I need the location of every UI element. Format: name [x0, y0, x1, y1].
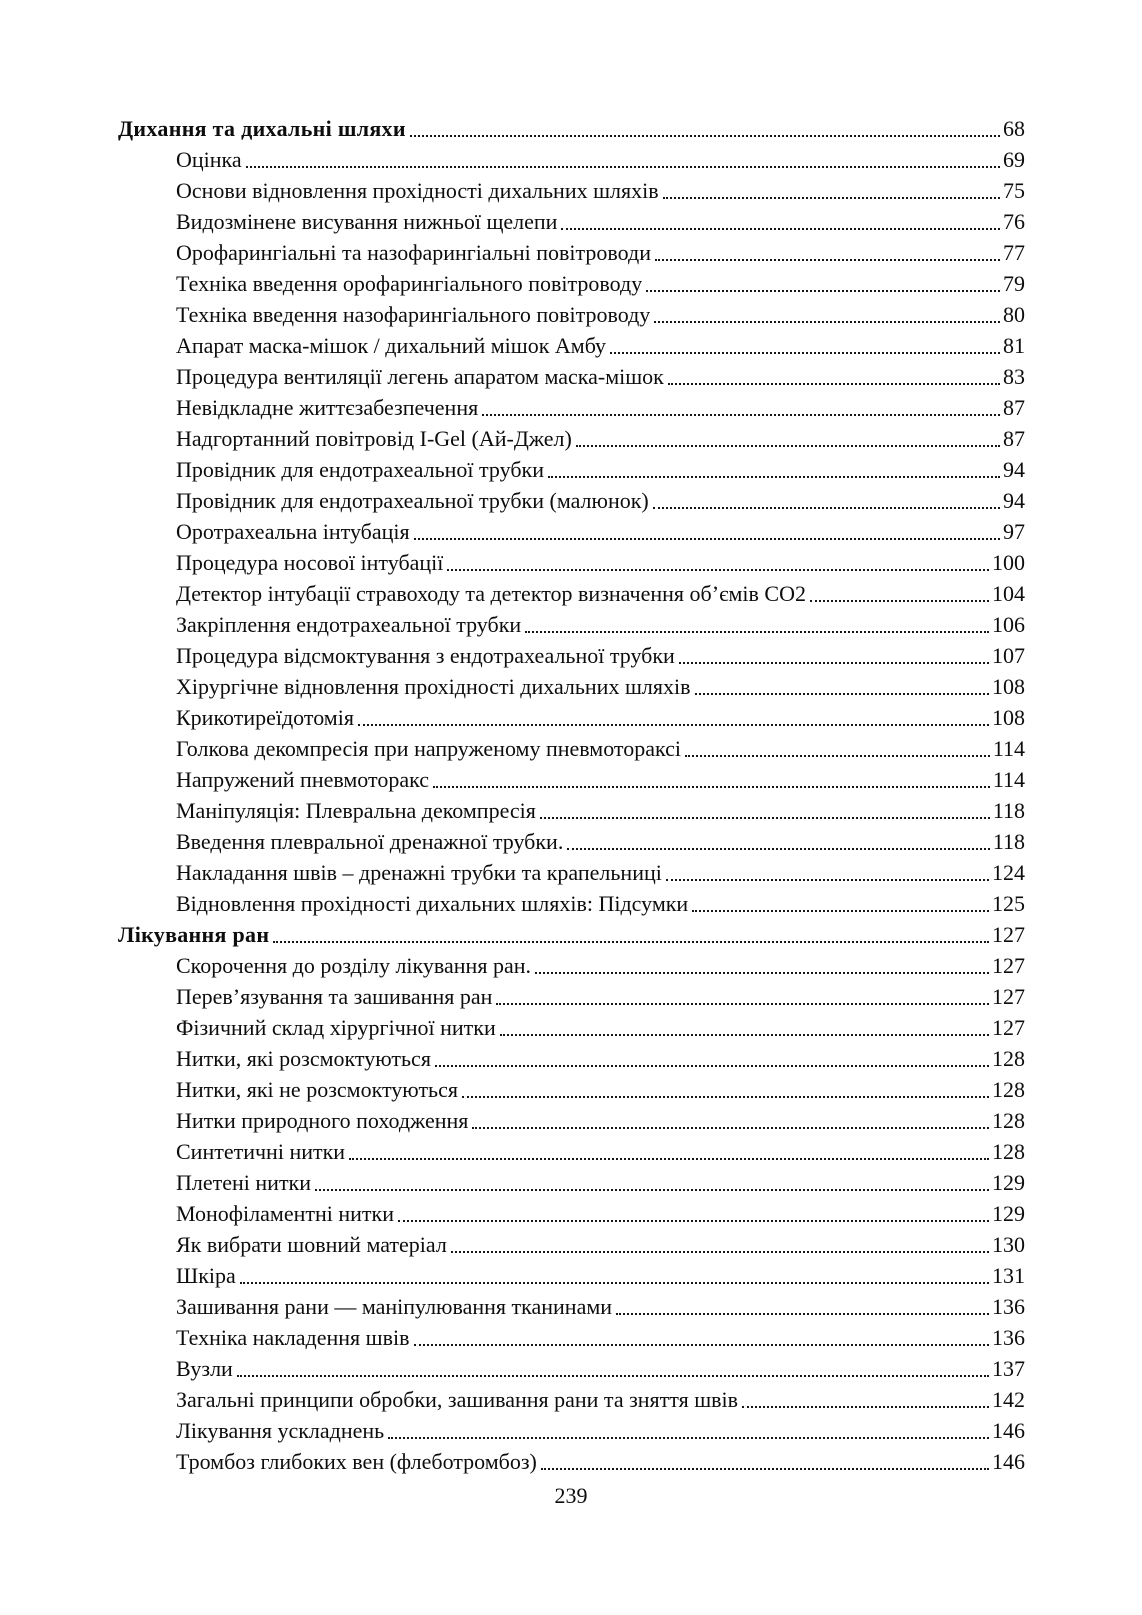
- dot-leader: [616, 1313, 989, 1315]
- toc-entry-title: Голкова декомпресія при напруженому пневмотораксі: [176, 736, 682, 761]
- toc-entry: [118, 360, 1025, 391]
- toc-entry-title: Лікування ускладнень: [176, 1418, 385, 1443]
- toc-entry: [118, 701, 1025, 732]
- toc-entry-page: 94: [1003, 488, 1025, 513]
- toc-entry-page: 127: [992, 922, 1025, 947]
- toc-entry-page: 142: [992, 1387, 1025, 1412]
- dot-leader: [540, 817, 990, 819]
- dot-leader: [435, 1065, 989, 1067]
- toc-entry: [118, 1073, 1025, 1104]
- dot-leader: [535, 972, 989, 974]
- toc-entry-title: Дихання та дихальні шляхи: [118, 116, 406, 141]
- toc-entry-title: Провідник для ендотрахеальної трубки: [176, 457, 544, 482]
- toc-entry-page: 106: [992, 612, 1025, 637]
- toc-entry: [118, 1228, 1025, 1259]
- toc-entry-title: Відновлення прохідності дихальних шляхів: Підсумки: [176, 891, 689, 916]
- toc-entry-title: Напружений пневмоторакс: [176, 767, 429, 792]
- toc-entry-page: 87: [1003, 395, 1025, 420]
- dot-leader: [246, 166, 1000, 168]
- dot-leader: [610, 352, 1000, 354]
- dot-leader: [315, 1189, 989, 1191]
- toc-entry: [118, 1414, 1025, 1445]
- toc-entry: [118, 1352, 1025, 1383]
- toc-entry-title: Техніка введення назофарингіального повітроводу: [176, 302, 651, 327]
- toc-entry: [118, 422, 1025, 453]
- toc-entry: [118, 794, 1025, 825]
- toc-entry-page: 68: [1003, 116, 1025, 141]
- toc-entry: [118, 825, 1025, 856]
- toc-entry-page: 129: [992, 1201, 1025, 1226]
- toc-entry-title: Процедура носової інтубації: [176, 550, 444, 575]
- toc-entry-title: Лікування ран: [118, 922, 270, 947]
- toc-entry-page: 125: [992, 891, 1025, 916]
- toc-entry-page: 118: [992, 829, 1025, 854]
- dot-leader: [496, 1003, 989, 1005]
- toc-entry-page: 76: [1003, 209, 1025, 234]
- toc-entry-title: Тромбоз глибоких вен (флеботромбоз): [176, 1449, 537, 1474]
- toc-entry-page: 97: [1003, 519, 1025, 544]
- toc-entry: [118, 1445, 1025, 1476]
- toc-entry: [118, 298, 1025, 329]
- toc-entry-page: 114: [992, 767, 1025, 792]
- toc-entry-title: Скорочення до розділу лікування ран.: [176, 953, 531, 978]
- toc-entry-title: Техніка накладення швів: [176, 1325, 410, 1350]
- toc-entry-page: 124: [992, 860, 1025, 885]
- page-footer: [0, 1483, 1142, 1509]
- toc-entry: [118, 236, 1025, 267]
- toc-entry-title: Апарат маска-мішок / дихальний мішок Амбу: [176, 333, 607, 358]
- toc-entry-page: 100: [992, 550, 1025, 575]
- toc-entry: [118, 887, 1025, 918]
- toc-entry-title: Процедура відсмоктування з ендотрахеальної трубки: [176, 643, 675, 668]
- toc-entry: [118, 1383, 1025, 1414]
- toc-entry-title: Орофарингіальні та назофарингіальні повітроводи: [176, 240, 651, 265]
- toc-entry-title: Основи відновлення прохідності дихальних шляхів: [176, 178, 659, 203]
- toc-entry-title: Техніка введення орофарингіального повітроводу: [176, 271, 643, 296]
- toc-entry-page: 146: [992, 1449, 1025, 1474]
- dot-leader: [576, 445, 1000, 447]
- dot-leader: [692, 910, 989, 912]
- toc-entry-title: Фізичний склад хірургічної нитки: [176, 1015, 496, 1040]
- toc-entry: [118, 1166, 1025, 1197]
- toc-entry-title: Оротрахеальна інтубація: [176, 519, 410, 544]
- dot-leader: [646, 290, 1000, 292]
- toc-entry: [118, 112, 1025, 143]
- toc-entry-title: Загальні принципи обробки, зашивання рани та зняття швів: [176, 1387, 739, 1412]
- dot-leader: [548, 476, 1000, 478]
- toc-entry-page: 128: [992, 1046, 1025, 1071]
- toc-entry-page: 108: [992, 674, 1025, 699]
- toc-entry-title: Надгортанний повітровід I-Gel (Ай-Джел): [176, 426, 572, 451]
- toc-entry-title: Детектор інтубації стравоходу та детектор визначення об’ємів СО2: [176, 581, 806, 606]
- toc-entry-page: 129: [992, 1170, 1025, 1195]
- dot-leader: [695, 693, 990, 695]
- toc-entry-page: 130: [992, 1232, 1025, 1257]
- toc-entry: [118, 391, 1025, 422]
- toc-entry: [118, 1321, 1025, 1352]
- toc-entry-page: 79: [1003, 271, 1025, 296]
- dot-leader: [525, 631, 989, 633]
- dot-leader: [414, 1344, 989, 1346]
- dot-leader: [462, 1096, 989, 1098]
- toc-entry-title: Маніпуляція: Плевральна декомпресія: [176, 798, 536, 823]
- toc-entry-title: Вузли: [176, 1356, 233, 1381]
- dot-leader: [358, 724, 989, 726]
- toc-entry-page: 83: [1003, 364, 1025, 389]
- toc-entry: [118, 267, 1025, 298]
- toc-entry-title: Плетені нитки: [176, 1170, 312, 1195]
- toc-entry-page: 94: [1003, 457, 1025, 482]
- toc-entry-page: 87: [1003, 426, 1025, 451]
- dot-leader: [663, 197, 1000, 199]
- dot-leader: [685, 755, 990, 757]
- dot-leader: [240, 1282, 989, 1284]
- footer-page-number: 239: [554, 1483, 588, 1508]
- toc-entry: [118, 732, 1025, 763]
- toc-entry: [118, 515, 1025, 546]
- toc-entry: [118, 453, 1025, 484]
- toc-entry-page: 107: [992, 643, 1025, 668]
- toc-entry: [118, 1011, 1025, 1042]
- toc-entry-title: Оцінка: [176, 147, 242, 172]
- toc-entry-page: 128: [992, 1108, 1025, 1133]
- toc-entry-title: Крикотиреїдотомія: [176, 705, 354, 730]
- toc-entry-title: Закріплення ендотрахеальної трубки: [176, 612, 522, 637]
- dot-leader: [414, 538, 1000, 540]
- toc-entry: [118, 856, 1025, 887]
- toc-entry-page: 136: [992, 1294, 1025, 1319]
- toc-entry: [118, 1104, 1025, 1135]
- toc-entry: [118, 143, 1025, 174]
- toc-entry-title: Хірургічне відновлення прохідності дихальних шляхів: [176, 674, 691, 699]
- toc-entry-title: Нитки, які не розсмоктуються: [176, 1077, 458, 1102]
- toc-entry-page: 137: [992, 1356, 1025, 1381]
- dot-leader: [567, 848, 989, 850]
- toc-entry: [118, 949, 1025, 980]
- toc-entry-page: 114: [992, 736, 1025, 761]
- toc-entry-title: Як вибрати шовний матеріал: [176, 1232, 447, 1257]
- toc-entry: [118, 205, 1025, 236]
- toc-entry: [118, 670, 1025, 701]
- toc-entry-title: Видозмінене висування нижньої щелепи: [176, 209, 558, 234]
- toc-entry-page: 136: [992, 1325, 1025, 1350]
- dot-leader: [433, 786, 990, 788]
- dot-leader: [666, 879, 989, 881]
- dot-leader: [398, 1220, 989, 1222]
- toc-entry-page: 127: [992, 984, 1025, 1009]
- toc-entry: [118, 639, 1025, 670]
- dot-leader: [810, 600, 989, 602]
- toc-entry-page: 118: [992, 798, 1025, 823]
- dot-leader: [679, 662, 989, 664]
- toc-entry-title: Невідкладне життєзабезпечення: [176, 395, 479, 420]
- toc-entry: [118, 1197, 1025, 1228]
- dot-leader: [237, 1375, 989, 1377]
- toc-entry: [118, 577, 1025, 608]
- dot-leader: [655, 259, 1000, 261]
- toc-entry-title: Провідник для ендотрахеальної трубки (малюнок): [176, 488, 649, 513]
- toc-entry-title: Зашивання рани — маніпулювання тканинами: [176, 1294, 613, 1319]
- toc-entry-page: 127: [992, 953, 1025, 978]
- dot-leader: [561, 228, 1000, 230]
- toc-entry: [118, 980, 1025, 1011]
- toc-entry: [118, 608, 1025, 639]
- dot-leader: [500, 1034, 989, 1036]
- toc-entry-title: Шкіра: [176, 1263, 236, 1288]
- toc-entry: [118, 1259, 1025, 1290]
- toc-entry: [118, 1135, 1025, 1166]
- toc-list: [118, 112, 1025, 1476]
- toc-entry-title: Нитки, які розсмоктуються: [176, 1046, 431, 1071]
- toc-entry-title: Перев’язування та зашивання ран: [176, 984, 493, 1009]
- toc-entry: [118, 918, 1025, 949]
- toc-entry-page: 104: [992, 581, 1025, 606]
- dot-leader: [472, 1127, 989, 1129]
- toc-entry-page: 77: [1003, 240, 1025, 265]
- toc-entry: [118, 174, 1025, 205]
- toc-entry-page: 69: [1003, 147, 1025, 172]
- toc-entry-title: Введення плевральної дренажної трубки.: [176, 829, 564, 854]
- dot-leader: [447, 569, 989, 571]
- toc-entry-title: Процедура вентиляції легень апаратом маска-мішок: [176, 364, 664, 389]
- dot-leader: [654, 321, 1000, 323]
- dot-leader: [668, 383, 1000, 385]
- dot-leader: [349, 1158, 989, 1160]
- toc-entry: [118, 329, 1025, 360]
- toc-entry-page: 127: [992, 1015, 1025, 1040]
- toc-entry-page: 128: [992, 1139, 1025, 1164]
- toc-entry-page: 128: [992, 1077, 1025, 1102]
- toc-entry-page: 131: [992, 1263, 1025, 1288]
- toc-entry: [118, 1042, 1025, 1073]
- toc-entry: [118, 1290, 1025, 1321]
- toc-entry: [118, 546, 1025, 577]
- toc-entry-title: Монофіламентні нитки: [176, 1201, 394, 1226]
- toc-entry-page: 108: [992, 705, 1025, 730]
- toc-entry-page: 146: [992, 1418, 1025, 1443]
- dot-leader: [541, 1468, 989, 1470]
- toc-entry: [118, 484, 1025, 515]
- dot-leader: [451, 1251, 989, 1253]
- dot-leader: [482, 414, 1000, 416]
- toc-entry-page: 80: [1003, 302, 1025, 327]
- toc-entry-page: 81: [1003, 333, 1025, 358]
- toc-entry-title: Синтетичні нитки: [176, 1139, 346, 1164]
- dot-leader: [742, 1406, 989, 1408]
- dot-leader: [388, 1437, 989, 1439]
- dot-leader: [653, 507, 1000, 509]
- toc-entry-page: 75: [1003, 178, 1025, 203]
- toc-entry-title: Накладання швів – дренажні трубки та крапельниці: [176, 860, 662, 885]
- toc-entry-title: Нитки природного походження: [176, 1108, 469, 1133]
- toc-entry: [118, 763, 1025, 794]
- dot-leader: [273, 941, 989, 943]
- dot-leader: [410, 135, 1000, 137]
